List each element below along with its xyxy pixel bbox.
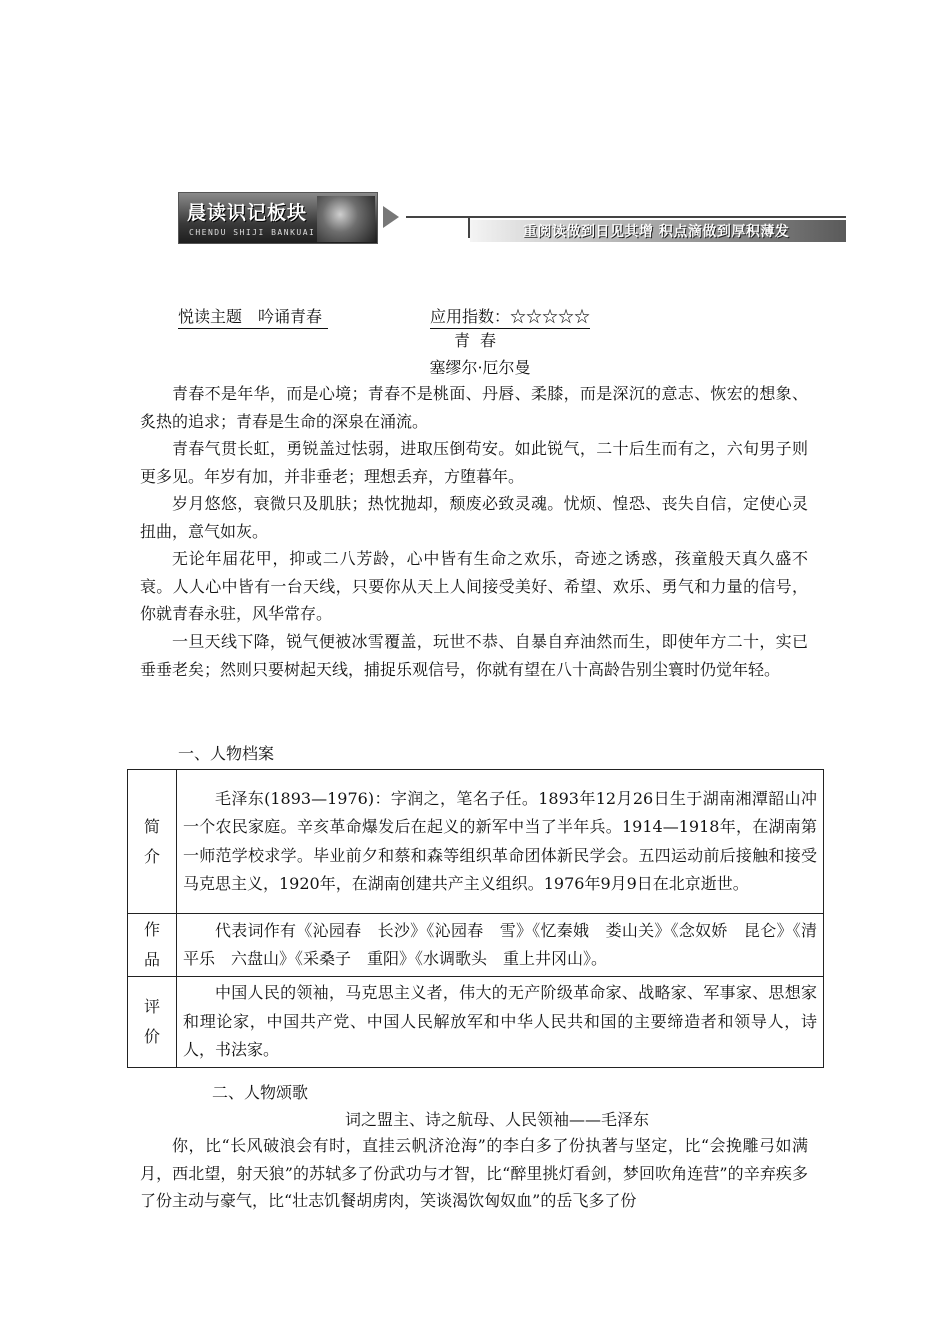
table-row — [128, 914, 824, 977]
poem-author: 塞缪尔·厄尔曼 — [429, 358, 531, 377]
banner-subtitle: CHENDU SHIJI BANKUAI — [189, 228, 316, 237]
section-heading-profile: 一、人物档案 — [178, 744, 275, 763]
poem-paragraph: 岁月悠悠，衰微只及肌肤；热忱抛却，颓废必致灵魂。忧烦、惶恐、丧失自信，定使心灵扭曲，意气如灰。 — [140, 494, 808, 541]
banner-photo-image — [317, 196, 375, 242]
banner-rule — [406, 216, 846, 218]
reading-meta-line — [178, 304, 598, 328]
row-label-text: 简介 — [144, 816, 161, 866]
section-banner — [178, 192, 846, 244]
table-row — [128, 977, 824, 1068]
poem-paragraph: 青春气贯长虹，勇锐盖过怯弱，进取压倒苟安。如此锐气，二十后生而有之，六旬男子则更多见。年岁有加，并非垂老；理想丢弃，方堕暮年。 — [140, 439, 808, 486]
row-content-works: 代表词作有《沁园春 长沙》《沁园春 雪》《忆秦娥 娄山关》《念奴娇 昆仑》《清平乐 六盘山》《采桑子 重阳》《水调歌头 重上井冈山》。 — [177, 914, 824, 977]
play-arrow-icon — [383, 206, 399, 228]
row-label-works — [128, 914, 177, 977]
row-label-intro — [128, 770, 177, 914]
application-index: 应用指数：☆☆☆☆☆ — [430, 304, 590, 329]
poem-paragraph: 无论年届花甲，抑或二八芳龄，心中皆有生命之欢乐，奇迹之诱惑，孩童般天真久盛不衰。人人心中皆有一台天线，只要你从天上人间接受美好、希望、欢乐、勇气和力量的信号，你就青春永驻，风华常存。 — [140, 549, 808, 623]
row-label-evaluation — [128, 977, 177, 1068]
banner-slogan: 重阅读做到日见其增 积点滴做到厚积薄发 — [523, 224, 790, 240]
ode-paragraph: 你，比“长风破浪会有时，直挂云帆济沧海”的李白多了份执著与坚定，比“会挽雕弓如满月，西北望，射天狼”的苏轼多了份武功与才智，比“醉里挑灯看剑，梦回吹角连营”的辛弃疾多了份主动与豪气，比“壮志饥餐胡虏肉，笑谈渴饮匈奴血”的岳飞多了份 — [140, 1136, 808, 1210]
poem-title: 青春 — [453, 331, 506, 350]
reading-theme — [178, 304, 416, 329]
row-content-evaluation: 中国人民的领袖，马克思主义者，伟大的无产阶级革命家、战略家、军事家、思想家和理论家，中国共产党、中国人民解放军和中华人民共和国的主要缔造者和领导人，诗人，书法家。 — [177, 977, 824, 1068]
row-label-text: 作品 — [144, 920, 161, 969]
section-heading-ode: 二、人物颂歌 — [212, 1083, 309, 1102]
reading-theme-text: 悦读主题 吟诵青春 — [178, 304, 328, 329]
row-label-text: 评价 — [144, 996, 161, 1046]
table-row — [128, 770, 824, 914]
profile-table — [127, 769, 824, 1068]
poem-paragraph: 一旦天线下降，锐气便被冰雪覆盖，玩世不恭、自暴自弃油然而生，即使年方二十，实已垂垂老矣；然则只要树起天线，捕捉乐观信号，你就有望在八十高龄告别尘寰时仍觉年轻。 — [140, 632, 808, 679]
ode-title: 词之盟主、诗之航母、人民领袖——毛泽东 — [344, 1110, 649, 1129]
banner-label-block — [178, 192, 378, 244]
poem-paragraph: 青春不是年华，而是心境；青春不是桃面、丹唇、柔膝，而是深沉的意志、恢宏的想象、炙热的追求；青春是生命的深泉在涌流。 — [140, 384, 808, 431]
row-content-intro: 毛泽东(1893—1976)：字润之，笔名子任。1893年12月26日生于湖南湘潭韶山冲一个农民家庭。辛亥革命爆发后在起义的新军中当了半年兵。1914—1918年，在湖南第一师范学校求学。毕业前夕和蔡和森等组织革命团体新民学会。五四运动前后接触和接受马克思主义，1920年，在湖南创建共产主义组织。1976年9月9日在北京逝世。 — [177, 770, 824, 914]
banner-title: 晨读识记板块 — [187, 202, 308, 224]
